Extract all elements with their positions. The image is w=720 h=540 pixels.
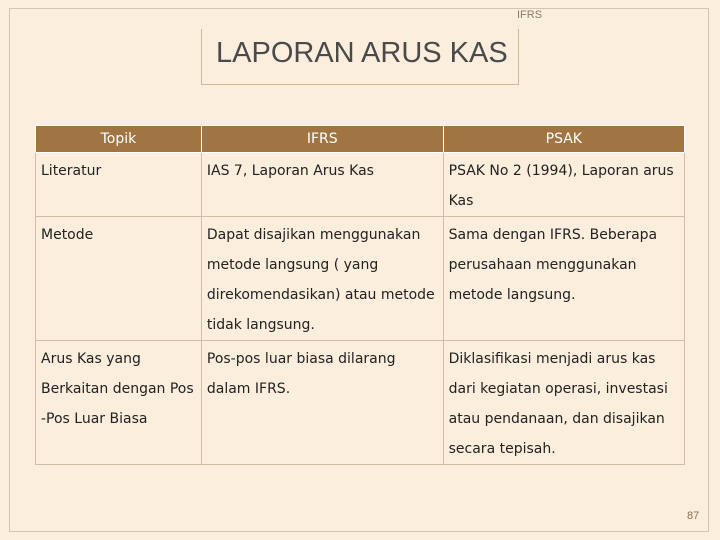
table-row xyxy=(36,153,685,217)
table-row xyxy=(36,341,685,465)
comparison-table xyxy=(35,125,685,465)
column-header-topik: Topik xyxy=(36,126,202,153)
cell-psak: Sama dengan IFRS. Beberapa perusahaan menggunakan metode langsung. xyxy=(443,217,684,341)
header-label: IFRS xyxy=(517,9,543,21)
cell-topik: Arus Kas yang Berkaitan dengan Pos -Pos Luar Biasa xyxy=(36,341,202,465)
page-title: LAPORAN ARUS KAS xyxy=(216,37,508,69)
page-number: 87 xyxy=(687,510,700,522)
cell-ifrs: Pos-pos luar biasa dilarang dalam IFRS. xyxy=(201,341,443,465)
cell-topik: Metode xyxy=(36,217,202,341)
cell-topik: Literatur xyxy=(36,153,202,217)
column-header-ifrs: IFRS xyxy=(201,126,443,153)
cell-ifrs: Dapat disajikan menggunakan metode langsung ( yang direkomendasikan) atau metode tidak langsung. xyxy=(201,217,443,341)
cell-ifrs: IAS 7, Laporan Arus Kas xyxy=(201,153,443,217)
cell-psak: PSAK No 2 (1994), Laporan arus Kas xyxy=(443,153,684,217)
table-header-row xyxy=(36,126,685,153)
table-row xyxy=(36,217,685,341)
cell-psak: Diklasifikasi menjadi arus kas dari kegiatan operasi, investasi atau pendanaan, dan disajikan secara tepisah. xyxy=(443,341,684,465)
column-header-psak: PSAK xyxy=(443,126,684,153)
